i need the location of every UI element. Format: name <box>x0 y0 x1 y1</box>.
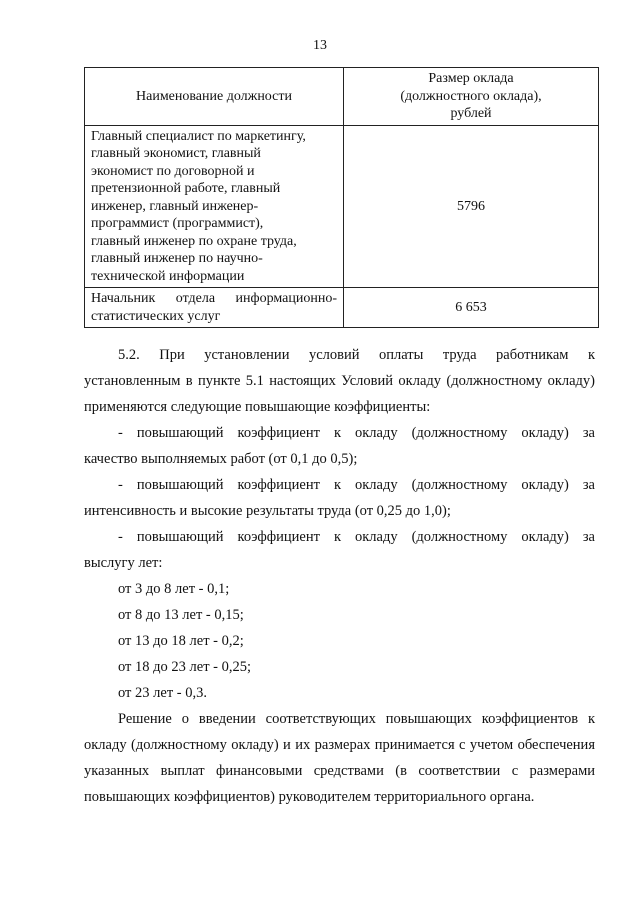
position-line: программист (программист), <box>91 216 264 231</box>
bullet-line: - повышающий коэффициент к окладу (должностному окладу) за <box>118 425 595 441</box>
header-salary-line: Размер оклада <box>428 71 514 86</box>
position-cell <box>85 288 344 328</box>
table-row <box>85 288 599 328</box>
bullet-line: - повышающий коэффициент к окладу (должностному окладу) за <box>118 477 595 493</box>
tenure-item: от 23 лет - 0,3. <box>118 685 207 701</box>
tenure-item: от 3 до 8 лет - 0,1; <box>118 581 230 597</box>
salary-cell: 5796 <box>344 125 599 288</box>
position-line: Главный специалист по маркетингу, <box>91 128 306 144</box>
position-line: технической информации <box>91 268 245 284</box>
table-header-row <box>85 68 599 126</box>
tenure-item: от 13 до 18 лет - 0,2; <box>118 633 244 649</box>
position-line: главный экономист, главный <box>91 146 261 161</box>
header-salary-line: рублей <box>450 106 492 121</box>
header-salary <box>344 68 599 126</box>
position-line: Начальник отдела информационно- <box>91 291 337 306</box>
position-line: статистических услуг <box>91 308 221 324</box>
salary-cell: 6 653 <box>344 288 599 328</box>
position-cell <box>85 125 344 288</box>
bullet-line: - повышающий коэффициент к окладу (должностному окладу) за <box>118 529 595 545</box>
paragraph-line: Решение о введении соответствующих повышающих коэффициентов к <box>118 711 595 727</box>
bullet-text: выслугу лет: <box>84 555 163 571</box>
paragraph-text: окладу (должностному окладу) и их размерах принимается с учетом обеспечения указанных выплат финансовыми средствами (в соответствии с размерами повышающих коэффициентов) руководителем территориального органа. <box>84 737 595 805</box>
position-line: претензионной работе, главный <box>91 181 281 196</box>
position-line: инженер, главный инженер- <box>91 198 259 214</box>
position-line: главный инженер по научно- <box>91 251 263 266</box>
header-position: Наименование должности <box>85 68 344 126</box>
header-salary-line: (должностного оклада), <box>400 88 542 104</box>
tenure-item: от 8 до 13 лет - 0,15; <box>118 607 244 623</box>
paragraph-line: 5.2. При установлении условий оплаты труда работникам к <box>118 347 595 363</box>
table-row <box>85 125 599 288</box>
salary-table <box>84 67 599 328</box>
bullet-text: качество выполняемых работ (от 0,1 до 0,5); <box>84 451 358 467</box>
position-line: экономист по договорной и <box>91 163 255 179</box>
paragraph-text: установленным в пункте 5.1 настоящих Условий окладу (должностному окладу) применяются следующие повышающие коэффициенты: <box>84 373 595 415</box>
bullet-text: интенсивность и высокие результаты труда (от 0,25 до 1,0); <box>84 503 451 519</box>
section-5-2 <box>84 342 595 810</box>
position-line: главный инженер по охране труда, <box>91 233 297 249</box>
page-number: 13 <box>313 38 327 53</box>
tenure-item: от 18 до 23 лет - 0,25; <box>118 659 252 675</box>
